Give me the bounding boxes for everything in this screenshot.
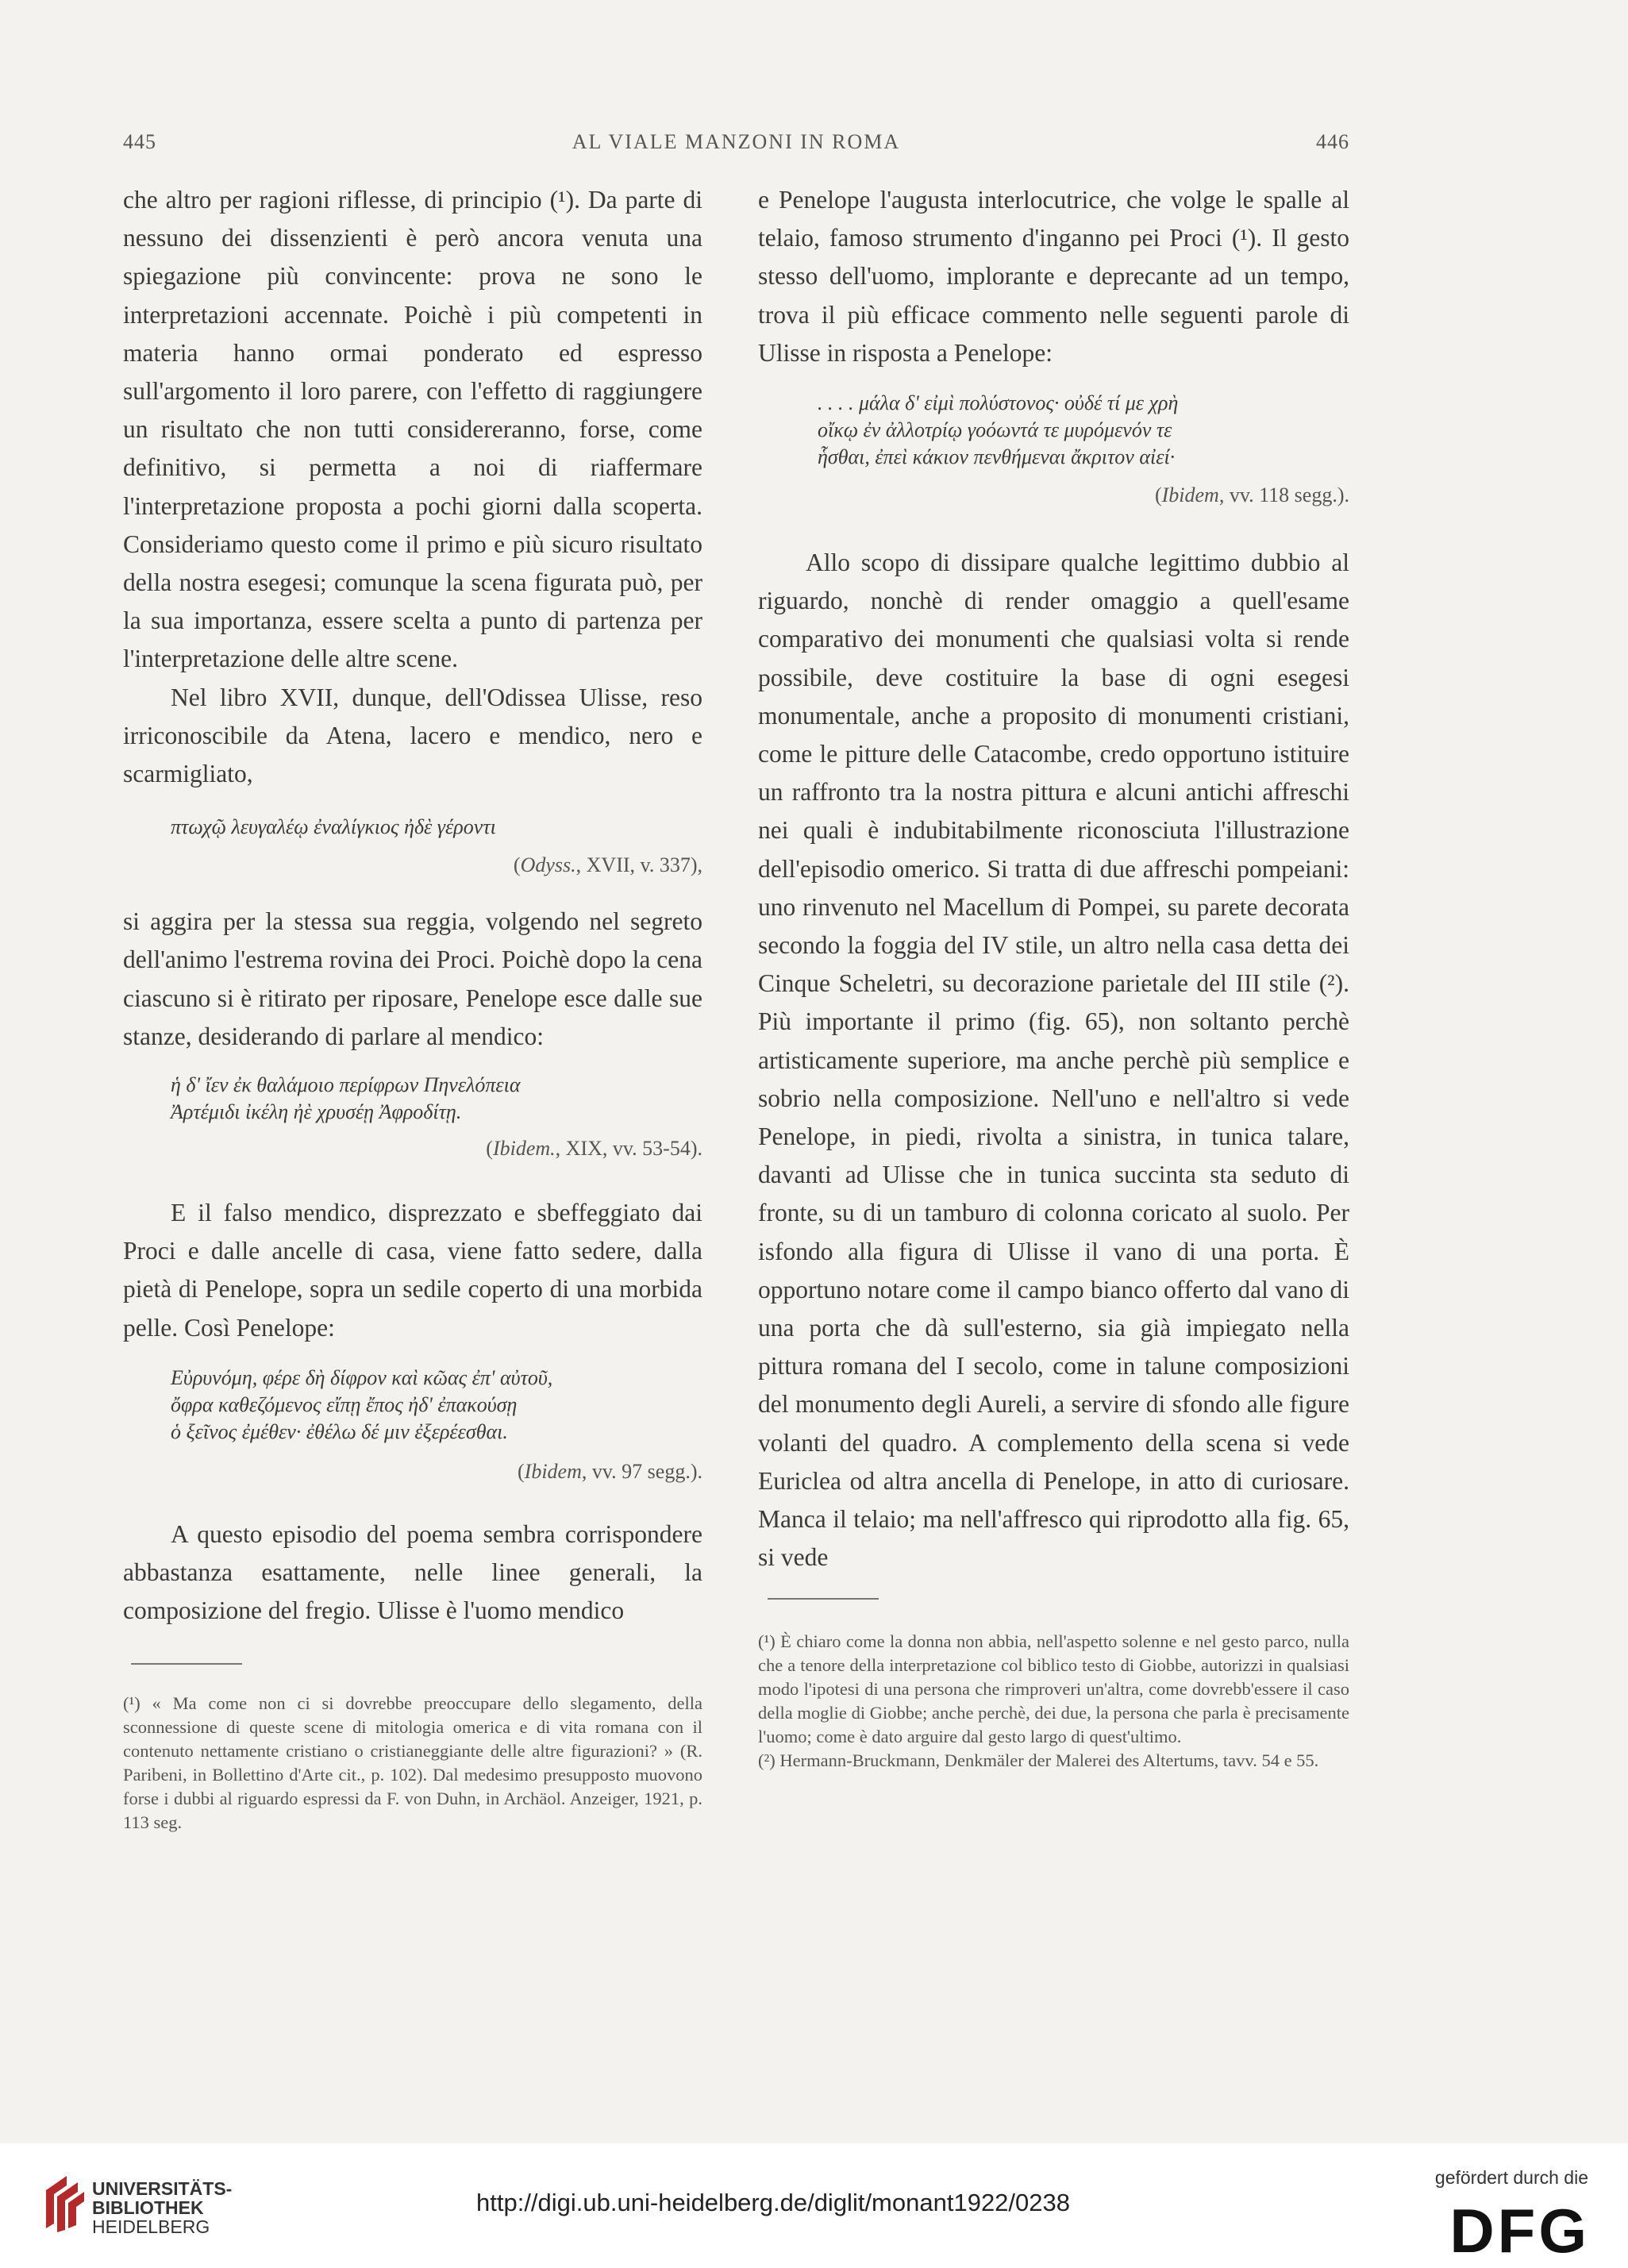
paragraph: A questo episodio del poema sembra corrispondere abbastanza esattamente, nelle linee generali, la composizione del fregio. Ulisse è l'uomo mendico [123, 1519, 702, 1625]
greek-quote-line: πτωχῷ λευγαλέῳ ἐναλίγκιος ἠδὲ γέροντι [171, 815, 496, 839]
library-name [92, 2179, 232, 2236]
citation: (Ibidem, vv. 97 segg.). [517, 1459, 702, 1483]
footnote: (¹) È chiaro come la donna non abbia, nell'aspetto solenne e nel gesto parco, nulla che a tenore della interpretazione col biblico testo di Giobbe, autorizzi in qualsiasi modo l'ipotesi di una persona che rimproveri un'altra, come dovrebb'essere il caso della moglie di Giobbe; anche perchè, dei due, la persona che parla è precisamente l'uomo; come è dato arguire dal gesto largo di quest'ultimo. [758, 1631, 1349, 1746]
citation: (Ibidem, vv. 118 segg.). [1154, 483, 1349, 507]
citation-ref: , vv. 97 segg.). [581, 1459, 702, 1483]
funding-note: gefördert durch die [1434, 2167, 1588, 2188]
citation-ref: , vv. 118 segg.). [1218, 483, 1349, 507]
paragraph: Allo scopo di dissipare qualche legittimo dubbio al riguardo, nonchè di render omaggio a quell'esame comparativo dei monumenti che qualsiasi volta si rende possibile, deve costituire la base di ogni esegesi monumentale, anche a proposito di monumenti cristiani, come le pitture delle Catacombe, credo opportuno istituire un raffronto tra la nostra pittura e alcuni antichi affreschi nei quali è indubitabilmente riconosciuta l'illustrazione dell'episodio omerico. Si tratta di due affreschi pompeiani: uno rinvenuto nel Macellum di Pompei, su parete decorata secondo la foggia del IV stile, un altro nella casa detta dei Cinque Scheletri, su decorazione parietale del III stile (²). Più importante il primo (fig. 65), non soltanto perchè artisticamente superiore, ma anche perchè più semplice e sobrio nella composizione. Nell'uno e nell'altro si vede Penelope, in piedi, rivolta a sinistra, in tunica talare, davanti ad Ulisse che in tunica succinta sta seduto di fronte, su di un tamburo di colonna coricato al suolo. Per isfondo alla figura di Ulisse il vano di una porta. È opportuno notare come il campo bianco offerto dal vano di una porta che dà sull'esterno, sia già impiegato nella pittura romana del I secolo, come in talune composizioni del monumento degli Aureli, a servire di sfondo alle figure volanti del quadro. A complemento della scena si vede Euriclea od altra ancella di Penelope, in atto di curiosare. Manca il telaio; ma nell'affresco qui riprodotto alla fig. 65, si vede [758, 549, 1349, 1572]
citation-ref: , XIX, vv. 53-54). [555, 1137, 702, 1161]
greek-quote-line: ἡ δ' ἴεν ἐκ θαλάμοιο περίφρων Πηνελόπεια [171, 1073, 521, 1097]
library-name-line: UNIVERSITÄTS- [92, 2178, 233, 2199]
left-page-number: 445 [123, 130, 156, 153]
greek-quote-line: Εὐρυνόμη, φέρε δὴ δίφρον καὶ κῶας ἐπ' αὐτοῦ, [171, 1365, 553, 1389]
paragraph: Nel libro XVII, dunque, dell'Odissea Ulisse, reso irriconoscibile da Atena, lacero e mendico, nero e scarmigliato, [123, 683, 702, 788]
footnote: (¹) « Ma come non ci si dovrebbe preoccupare dello slegamento, della sconnessione di queste scene di mitologia omerica e di vita romana con il contenuto nettamente cristiano o cristianeggiante delle altre figurazioni? » (R. Paribeni, in Bollettino d'Arte cit., p. 102). Dal medesimo presupposto muovono forse i dubbi al riguardo espressi da F. von Duhn, in Archäol. Anzeiger, 1921, p. 113 seg. [123, 1693, 702, 1833]
citation-work: Odyss. [520, 853, 576, 877]
paragraph: che altro per ragioni riflesse, di principio (¹). Da parte di nessuno dei dissenzienti è però ancora venuta una spiegazione più convincente: prova ne sono le interpretazioni accennate. Poichè i più competenti in materia hanno ormai ponderato ed espresso sull'argomento il loro parere, con l'effetto di raggiungere un risultato che non tutti considereranno, forse, come definitivo, si permetta a noi di riaffermare l'interpretazione proposta a pochi giorni dalla scoperta. Consideriamo questo come il primo e più sicuro risultato della nostra esegesi; comunque la scena figurata può, per la sua importanza, essere scelta a punto di partenza per l'interpretazione delle altre scene. [123, 186, 702, 673]
greek-quote-line: . . . . μάλα δ' εἰμὶ πολύστονος· οὐδέ τί με χρὴ [818, 391, 1179, 415]
citation-ref: , XVII, v. 337), [575, 853, 702, 877]
dfg-logo: DFG [1449, 2196, 1590, 2266]
citation-work: Ibidem [1161, 483, 1219, 507]
library-name-line: BIBLIOTHEK [92, 2197, 204, 2218]
paragraph: e Penelope l'augusta interlocutrice, che volge le spalle al telaio, famoso strumento d'inganno pei Proci (¹). Il gesto stesso dell'uomo, implorante e deprecante ad un tempo, trova il più efficace commento nelle seguenti parole di Ulisse in risposta a Penelope: [758, 186, 1349, 367]
university-library-logo-icon [40, 2173, 87, 2232]
greek-quote-line: ὁ ξεῖνος ἐμέθεν· ἐθέλω δέ μιν ἐξερέεσθαι. [171, 1419, 508, 1443]
citation: (Odyss., XVII, v. 337), [513, 853, 702, 877]
greek-quote-line: ἧσθαι, ἐπεὶ κάκιον πενθήμεναι ἄκριτον αἰεί· [818, 445, 1176, 469]
citation-work: Ibidem [524, 1459, 582, 1483]
greek-quote-line: Ἀρτέμιδι ἰκέλη ἠὲ χρυσέῃ Ἀφροδίτῃ. [171, 1100, 462, 1124]
paragraph: E il falso mendico, disprezzato e sbeffeggiato dai Proci e dalle ancelle di casa, viene fatto sedere, dalla pietà di Penelope, sopra un sedile coperto di una morbida pelle. Così Penelope: [123, 1199, 702, 1342]
greek-quote-line: ὄφρα καθεζόμενος εἴπῃ ἔπος ἠδ' ἐπακούσῃ [171, 1392, 518, 1416]
paragraph: si aggira per la stessa sua reggia, volgendo nel segreto dell'animo l'estrema rovina dei Proci. Poichè dopo la cena ciascuno si è ritirato per riposare, Penelope esce dalle sue stanze, desiderando di parlare al mendico: [123, 907, 702, 1050]
greek-quote-line: οἴκῳ ἐν ἀλλοτρίῳ γοόωντά τε μυρόμενόν τε [818, 418, 1172, 442]
right-column [758, 181, 1349, 1773]
footnote: (²) Hermann-Bruckmann, Denkmäler der Malerei des Altertums, tavv. 54 e 55. [758, 1750, 1319, 1770]
library-name-line: HEIDELBERG [92, 2216, 210, 2237]
left-column [123, 181, 702, 1835]
right-page-number: 446 [1316, 130, 1349, 153]
running-title: AL VIALE MANZONI IN ROMA [572, 130, 901, 153]
citation-work: Ibidem. [492, 1137, 556, 1161]
permalink[interactable]: http://digi.ub.uni-heidelberg.de/diglit/monant1922/0238 [476, 2189, 1070, 2216]
citation: (Ibidem., XIX, vv. 53-54). [486, 1137, 702, 1161]
